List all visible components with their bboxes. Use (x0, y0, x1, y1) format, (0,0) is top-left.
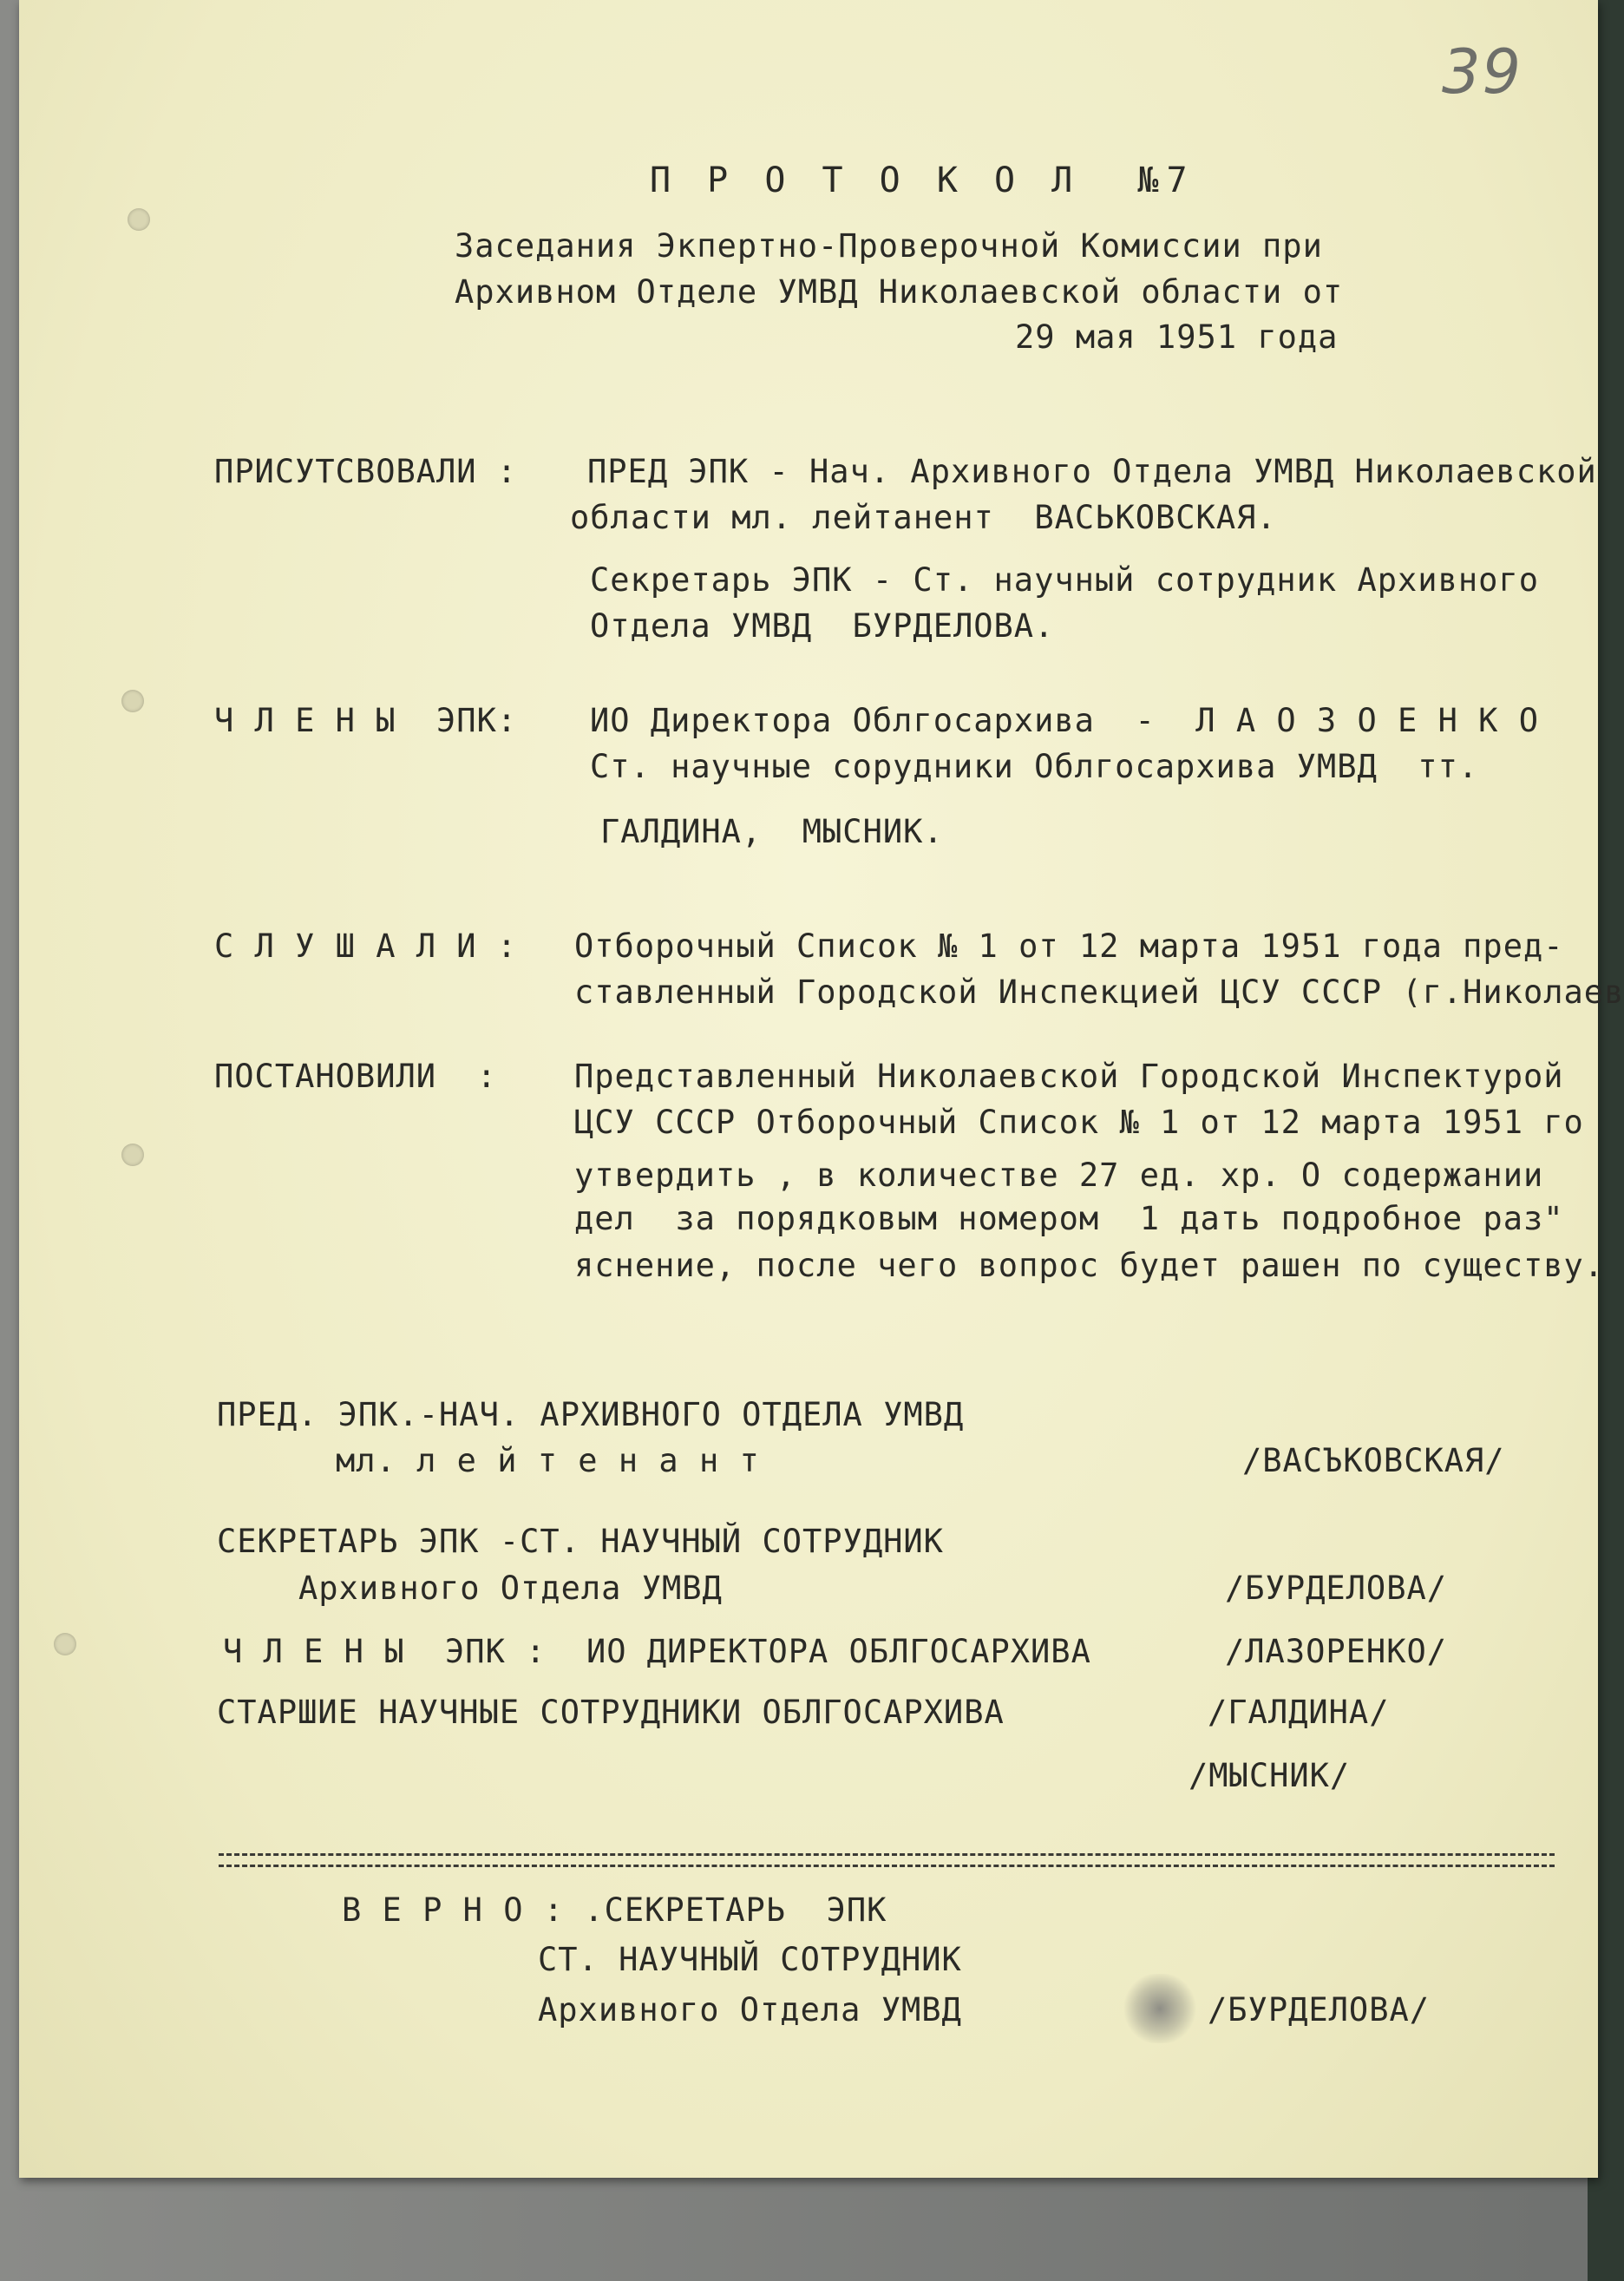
punch-hole (54, 1633, 76, 1655)
resolved-line-4: дел за порядковым номером 1 дать подробное раз" (574, 1200, 1564, 1237)
punch-hole (121, 1144, 144, 1166)
senior-staff-label: СТАРШИЕ НАУЧНЫЕ СОТРУДНИКИ ОБЛГОСАРХИВА (217, 1694, 1005, 1731)
heard-line-2: ставленный Городской Инспекцией ЦСУ СССР (г.Николаев (574, 973, 1624, 1011)
chair-title: ПРЕД. ЭПК.-НАЧ. АРХИВНОГО ОТДЕЛА УМВД (217, 1396, 965, 1433)
chair-name: /ВАСЪКОВСКАЯ/ (1242, 1442, 1505, 1479)
senior-name-2: /МЫСНИК/ (1189, 1757, 1351, 1794)
double-dashed-rule (219, 1853, 1555, 1867)
secretary-dept: Архивного Отдела УМВД (298, 1570, 723, 1607)
heard-line-1: Отборочный Список № 1 от 12 марта 1951 года пред- (574, 927, 1564, 965)
chair-rank: мл. л е й т е н а н т (336, 1442, 760, 1479)
director-name: /ЛАЗОРЕНКО/ (1225, 1633, 1448, 1670)
present-line-3: Секретарь ЭПК - Ст. научный сотрудник Архивного (590, 561, 1539, 599)
certified-line-2: СТ. НАУЧНЫЙ СОТРУДНИК (538, 1941, 962, 1978)
punch-hole (121, 690, 144, 712)
header-line-1: Заседания Экпертно-Проверочной Комиссии при (455, 227, 1323, 265)
certified-label: В Е Р Н О : .СЕКРЕТАРЬ ЭПК (342, 1891, 887, 1929)
senior-name-1: /ГАЛДИНА/ (1208, 1694, 1390, 1731)
present-line-4: Отдела УМВД БУРДЕЛОВА. (590, 607, 1055, 645)
present-line-1: ПРЕД ЭПК - Нач. Архивного Отдела УМВД Николаевской (587, 453, 1597, 490)
members-line-2: Ст. научные сорудники Облгосархива УМВД тт. (590, 748, 1479, 785)
ink-smudge (1121, 1974, 1199, 2043)
members-label: Ч Л Е Н Ы ЭПК: (214, 702, 518, 739)
secretary-title: СЕКРЕТАРЬ ЭПК -СТ. НАУЧНЫЙ СОТРУДНИК (217, 1523, 944, 1560)
resolved-label: ПОСТАНОВИЛИ : (214, 1058, 497, 1095)
present-label: ПРИСУТСВОВАЛИ : (214, 453, 518, 490)
certified-name: /БУРДЕЛОВА/ (1208, 1991, 1431, 2029)
heard-label: С Л У Ш А Л И : (214, 927, 518, 965)
document-page (19, 0, 1624, 2178)
certified-line-3: Архивного Отдела УМВД (538, 1991, 962, 2029)
protocol-title: П Р О Т О К О Л №7 (650, 161, 1195, 200)
members-line-1: ИО Директора Облгосархива - Л А О З О Е Н К О (590, 702, 1539, 739)
resolved-line-1: Представленный Николаевской Городской Инспектурой (574, 1058, 1564, 1095)
resolved-line-5: яснение, после чего вопрос будет рашен по существу. (574, 1247, 1605, 1284)
punch-hole (128, 208, 150, 231)
header-date: 29 мая 1951 года (1015, 318, 1339, 356)
resolved-line-3: утвердить , в количестве 27 ед. хр. О содержании (574, 1157, 1544, 1194)
folio-number: 39 (1442, 36, 1523, 108)
members-signature-label: Ч Л Е Н Ы ЭПК : ИО ДИРЕКТОРА ОБЛГОСАРХИВА (223, 1633, 1091, 1670)
header-line-2: Архивном Отделе УМВД Николаевской области от (455, 273, 1344, 311)
members-line-3: ГАЛДИНА, МЫСНИК. (600, 813, 944, 850)
present-line-2: области мл. лейтанент ВАСЬКОВСКАЯ. (570, 499, 1277, 536)
secretary-name: /БУРДЕЛОВА/ (1225, 1570, 1448, 1607)
resolved-line-2: ЦСУ СССР Отборочный Список № 1 от 12 марта 1951 го (574, 1104, 1584, 1141)
